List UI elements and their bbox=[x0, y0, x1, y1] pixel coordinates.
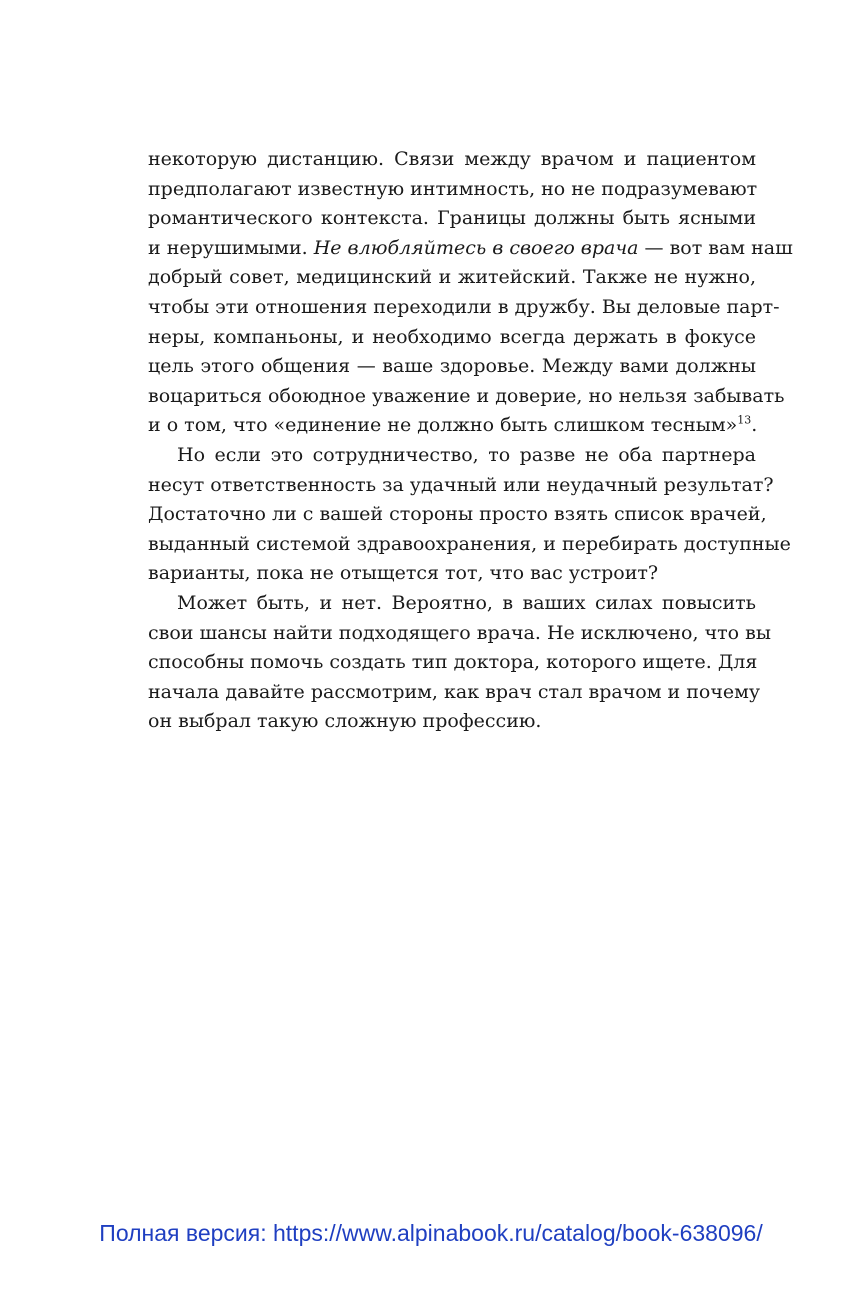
paragraph-3 bbox=[148, 589, 771, 737]
text-line: начала давайте рассмотрим, как врач стал врачом и почему bbox=[148, 680, 761, 703]
text-run: и нерушимыми. bbox=[148, 236, 314, 259]
text-line: Но если это сотрудничество, то разве не оба партнера bbox=[177, 443, 756, 466]
paragraph-2 bbox=[148, 441, 791, 589]
text-run: . bbox=[751, 414, 758, 437]
full-version-link[interactable]: Полная версия: https://www.alpinabook.ru/catalog/book-638096/ bbox=[99, 1220, 763, 1246]
text-line: Достаточно ли с вашей стороны просто взять список врачей, bbox=[148, 503, 767, 526]
text-line bbox=[148, 234, 793, 264]
text-line: свои шансы найти подходящего врача. Не исключено, что вы bbox=[148, 621, 771, 644]
text-line: несут ответственность за удачный или неудачный результат? bbox=[148, 473, 774, 496]
italic-emphasis: Не влюбляйтесь в своего врача bbox=[313, 236, 639, 259]
text-line: воцариться обоюдное уважение и доверие, но нельзя забывать bbox=[148, 384, 785, 407]
text-line: цель этого общения — ваше здоровье. Между вами должны bbox=[148, 355, 756, 378]
text-line: предполагают известную интимность, но не подразумевают bbox=[148, 177, 758, 200]
text-line: чтобы эти отношения переходили в дружбу. Вы деловые парт- bbox=[148, 295, 780, 318]
paragraph-1 bbox=[148, 145, 793, 441]
text-line bbox=[148, 411, 756, 441]
text-line: некоторую дистанцию. Связи между врачом и пациентом bbox=[148, 148, 756, 170]
text-line: способны помочь создать тип доктора, которого ищете. Для bbox=[148, 651, 758, 674]
text-run: и о том, что «единение не должно быть слишком тесным» bbox=[148, 414, 738, 437]
text-line: неры, компаньоны, и необходимо всегда держать в фокусе bbox=[148, 325, 756, 348]
text-line: он выбрал такую сложную профессию. bbox=[148, 710, 542, 733]
text-line: романтического контекста. Границы должны быть ясными bbox=[148, 207, 756, 230]
text-line: добрый совет, медицинский и житейский. Также не нужно, bbox=[148, 266, 756, 289]
text-run: — вот вам наш bbox=[638, 236, 793, 259]
body-text bbox=[148, 145, 793, 737]
footnote-ref: 13 bbox=[737, 414, 752, 428]
text-line: варианты, пока не отыщется тот, что вас устроит? bbox=[148, 562, 659, 585]
text-line: Может быть, и нет. Вероятно, в ваших силах повысить bbox=[177, 591, 756, 614]
text-line: выданный системой здравоохранения, и перебирать доступные bbox=[148, 532, 791, 555]
